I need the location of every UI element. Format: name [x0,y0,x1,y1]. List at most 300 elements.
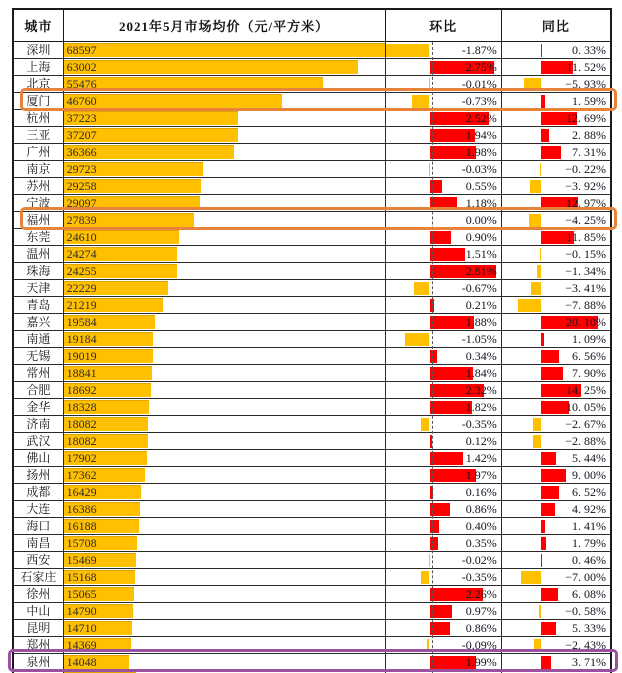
yoy-bar [537,265,541,278]
mom-cell [386,178,502,194]
table-row [14,229,610,246]
city-cell [14,535,64,551]
yoy-value: 10. 05% [565,400,606,414]
city-label: 上海 [26,60,51,74]
yoy-bar [521,571,541,584]
city-cell [14,433,64,449]
yoy-cell [502,331,610,347]
yoy-cell [502,484,610,500]
city-label: 福州 [26,213,51,227]
mom-value: 2.32% [465,383,497,397]
table-row [14,59,610,76]
mom-cell [386,93,502,109]
mom-bar [430,248,465,261]
yoy-value: −7. 00% [565,570,606,584]
mom-bar [405,333,430,346]
table-row [14,161,610,178]
table-row [14,93,610,110]
yoy-bar [541,367,563,380]
price-cell [64,110,386,126]
price-value: 36366 [66,145,97,159]
price-cell [64,450,386,466]
yoy-bar [529,214,541,227]
city-cell [14,127,64,143]
mom-value: -0.67% [461,281,497,295]
mom-cell [386,127,502,143]
price-cell [64,501,386,517]
table-row [14,76,610,93]
price-value: 29097 [66,196,97,210]
city-label: 泉州 [26,655,51,669]
table-row [14,42,610,59]
mom-cell [386,144,502,160]
price-bar [64,60,359,74]
price-cell [64,93,386,109]
yoy-value: 12. 69% [565,111,606,125]
yoy-cell [502,399,610,415]
yoy-value: −5. 93% [565,77,606,91]
yoy-cell [502,620,610,636]
yoy-cell [502,382,610,398]
price-value: 15708 [66,536,97,550]
city-cell [14,331,64,347]
price-value: 15168 [66,570,97,584]
yoy-bar [541,146,562,159]
table-row [14,654,610,671]
yoy-value: 0. 33% [571,43,606,57]
table-row [14,348,610,365]
city-label: 常州 [26,366,51,380]
yoy-value: 1. 79% [571,536,606,550]
mom-value: 2.52% [465,111,497,125]
mom-bar [430,486,434,499]
price-cell [64,603,386,619]
table-row [14,280,610,297]
yoy-bar [541,537,546,550]
yoy-value: −3. 41% [565,281,606,295]
yoy-cell [502,144,610,160]
price-cell [64,518,386,534]
city-label: 合肥 [26,383,51,397]
city-cell [14,110,64,126]
mom-value: 1.98% [465,145,497,159]
city-label: 青岛 [26,298,51,312]
table-row [14,467,610,484]
city-cell [14,246,64,262]
city-cell [14,518,64,534]
price-value: 17362 [66,468,97,482]
mom-value: 1.82% [465,400,497,414]
table-row [14,484,610,501]
city-label: 天津 [26,281,51,295]
mom-cell [386,637,502,653]
yoy-value: −2. 43% [565,638,606,652]
yoy-value: 14. 25% [565,383,606,397]
table-row [14,518,610,535]
price-cell [64,178,386,194]
price-value: 17902 [66,451,97,465]
yoy-bar [533,418,541,431]
yoy-value: 12. 97% [565,196,606,210]
yoy-bar [541,44,542,57]
table-row [14,637,610,654]
mom-cell [386,484,502,500]
city-cell [14,637,64,653]
mom-value: 1.99% [465,655,497,669]
mom-bar [430,197,458,210]
yoy-cell [502,127,610,143]
table-row [14,127,610,144]
price-value: 19184 [66,332,97,346]
mom-cell [386,620,502,636]
price-value: 19019 [66,349,97,363]
yoy-cell [502,76,610,92]
yoy-cell [502,450,610,466]
price-cell [64,637,386,653]
mom-cell [386,399,502,415]
price-value: 21219 [66,298,97,312]
mom-bar [430,605,453,618]
price-value: 68597 [66,43,97,57]
yoy-value: 4. 92% [571,502,606,516]
mom-value: 2.26% [465,587,497,601]
yoy-cell [502,348,610,364]
yoy-bar [541,95,546,108]
table-row [14,212,610,229]
price-cell [64,654,386,670]
price-value: 37207 [66,128,97,142]
city-cell [14,365,64,381]
yoy-cell [502,93,610,109]
city-cell [14,569,64,585]
mom-value: 0.40% [465,519,497,533]
table-row [14,569,610,586]
price-cell [64,535,386,551]
city-label: 郑州 [26,638,51,652]
price-cell [64,229,386,245]
price-value: 14710 [66,621,97,635]
price-value: 46760 [66,94,97,108]
price-cell [64,246,386,262]
table-row [14,178,610,195]
price-cell [64,195,386,211]
price-value: 14369 [66,638,97,652]
city-cell [14,229,64,245]
city-label: 西安 [26,553,51,567]
price-cell [64,331,386,347]
yoy-value: −3. 92% [565,179,606,193]
yoy-value: 6. 52% [571,485,606,499]
yoy-cell [502,246,610,262]
city-cell [14,280,64,296]
table-row [14,450,610,467]
city-label: 石家庄 [20,570,57,584]
table-row [14,501,610,518]
city-label: 南京 [26,162,51,176]
yoy-cell [502,110,610,126]
mom-cell [386,161,502,177]
yoy-value: −2. 88% [565,434,606,448]
price-cell [64,348,386,364]
yoy-cell [502,195,610,211]
table-row [14,382,610,399]
mom-cell [386,42,502,58]
mom-value: 0.16% [465,485,497,499]
mom-bar [430,520,439,533]
price-cell [64,484,386,500]
table-row [14,195,610,212]
mom-cell [386,518,502,534]
yoy-cell [502,178,610,194]
column-header-mom: 环比 [386,10,502,41]
yoy-value: 7. 90% [571,366,606,380]
table-row [14,263,610,280]
yoy-value: 6. 08% [571,587,606,601]
price-value: 37223 [66,111,97,125]
yoy-bar [541,588,558,601]
price-cell [64,382,386,398]
column-header-price: 2021年5月市场均价（元/平方米） [64,10,386,41]
yoy-bar [533,435,541,448]
price-value: 27839 [66,213,97,227]
table-row [14,535,610,552]
yoy-value: −0. 15% [565,247,606,261]
city-label: 东莞 [26,230,51,244]
city-label: 济南 [26,417,51,431]
yoy-bar [541,469,567,482]
city-cell [14,178,64,194]
price-value: 63002 [66,60,97,74]
mom-cell [386,280,502,296]
mom-cell [386,314,502,330]
table-row [14,297,610,314]
city-label: 宁波 [26,196,51,210]
city-label: 南昌 [26,536,51,550]
table-row [14,399,610,416]
city-label: 金华 [26,400,51,414]
price-cell [64,297,386,313]
city-cell [14,467,64,483]
price-value: 29258 [66,179,97,193]
mom-value: 0.86% [465,621,497,635]
city-label: 海口 [26,519,51,533]
price-value: 16429 [66,485,97,499]
yoy-bar [541,333,544,346]
mom-bar [430,231,451,244]
yoy-cell [502,535,610,551]
city-cell [14,93,64,109]
table-row [14,620,610,637]
price-cell [64,416,386,432]
price-value: 14790 [66,604,97,618]
city-label: 三亚 [26,128,51,142]
yoy-cell [502,433,610,449]
yoy-cell [502,552,610,568]
mom-cell [386,212,502,228]
yoy-value: −0. 58% [565,604,606,618]
mom-value: 0.55% [465,179,497,193]
city-cell [14,620,64,636]
yoy-cell [502,297,610,313]
yoy-value: −1. 34% [565,264,606,278]
yoy-cell [502,586,610,602]
mom-value: 2.75% [465,60,497,74]
yoy-bar [539,605,541,618]
price-bar [64,77,323,91]
yoy-cell [502,416,610,432]
mom-bar [421,571,429,584]
price-value: 22229 [66,281,97,295]
price-value: 18328 [66,400,97,414]
yoy-bar [540,248,541,261]
price-value: 16188 [66,519,97,533]
yoy-value: −4. 25% [565,213,606,227]
table-row [14,586,610,603]
yoy-cell [502,212,610,228]
mom-bar [427,639,429,652]
mom-value: -0.09% [461,638,497,652]
mom-value: 1.94% [465,128,497,142]
yoy-bar [531,282,541,295]
city-label: 南通 [26,332,51,346]
mom-value: 0.90% [465,230,497,244]
yoy-cell [502,501,610,517]
mom-cell [386,246,502,262]
city-cell [14,314,64,330]
yoy-bar [541,554,542,567]
mom-value: 0.35% [465,536,497,550]
mom-value: 1.42% [465,451,497,465]
yoy-bar [541,622,556,635]
city-label: 嘉兴 [26,315,51,329]
table-row [14,246,610,263]
yoy-value: −2. 67% [565,417,606,431]
mom-bar [430,537,438,550]
yoy-bar [534,639,541,652]
mom-bar [430,299,435,312]
table-row [14,144,610,161]
price-value: 24255 [66,264,97,278]
yoy-cell [502,518,610,534]
yoy-value: 3. 71% [571,655,606,669]
price-cell [64,280,386,296]
city-cell [14,450,64,466]
yoy-value: 2. 88% [571,128,606,142]
price-cell [64,399,386,415]
price-value: 55476 [66,77,97,91]
mom-value: 1.84% [465,366,497,380]
price-cell [64,620,386,636]
price-value: 18082 [66,417,97,431]
price-cell [64,467,386,483]
city-cell [14,297,64,313]
mom-cell [386,535,502,551]
price-cell [64,552,386,568]
price-cell [64,161,386,177]
yoy-value: 11. 85% [566,230,606,244]
mom-bar [430,180,443,193]
city-label: 温州 [26,247,51,261]
city-cell [14,501,64,517]
column-header-yoy: 同比 [541,19,570,34]
yoy-cell [502,467,610,483]
mom-cell [386,229,502,245]
city-label: 佛山 [26,451,51,465]
yoy-bar [541,452,556,465]
mom-cell [386,76,502,92]
yoy-cell [502,280,610,296]
mom-value: 2.81% [465,264,497,278]
city-label: 深圳 [26,43,51,57]
price-value: 19584 [66,315,97,329]
price-cell [64,144,386,160]
table-body [14,42,610,673]
yoy-cell [502,314,610,330]
table-row [14,603,610,620]
yoy-cell [502,59,610,75]
table-header-row [14,10,610,42]
mom-cell [386,569,502,585]
yoy-cell [502,42,610,58]
yoy-value: 11. 52% [566,60,606,74]
mom-cell [386,263,502,279]
yoy-value: 9. 00% [571,468,606,482]
city-label: 无锡 [26,349,51,363]
price-value: 24274 [66,247,97,261]
price-value: 14048 [66,655,97,669]
price-cell [64,365,386,381]
city-cell [14,654,64,670]
price-value: 18692 [66,383,97,397]
city-label: 昆明 [26,621,51,635]
city-label: 珠海 [26,264,51,278]
city-label: 徐州 [26,587,51,601]
city-label: 北京 [26,77,51,91]
mom-cell [386,348,502,364]
city-label: 成都 [26,485,51,499]
city-label: 扬州 [26,468,51,482]
city-label: 中山 [26,604,51,618]
mom-bar [430,435,433,448]
mom-bar [430,503,450,516]
yoy-value: 1. 59% [571,94,606,108]
mom-value: -0.35% [461,570,497,584]
mom-value: 0.12% [465,434,497,448]
mom-cell [386,195,502,211]
mom-cell [386,552,502,568]
table-row [14,110,610,127]
yoy-value: 5. 44% [571,451,606,465]
yoy-cell [502,161,610,177]
price-value: 15065 [66,587,97,601]
mom-bar [430,452,463,465]
price-cell [64,76,386,92]
mom-value: 1.51% [465,247,497,261]
mom-value: -1.87% [461,43,497,57]
city-cell [14,195,64,211]
yoy-bar [541,656,552,669]
mom-value: -1.05% [461,332,497,346]
column-header-city: 城市 [14,10,64,41]
mom-cell [386,110,502,126]
price-value: 24610 [66,230,97,244]
mom-cell [386,331,502,347]
mom-value: -0.73% [461,94,497,108]
mom-value: 0.86% [465,502,497,516]
city-label: 武汉 [26,434,51,448]
city-cell [14,416,64,432]
mom-value: -0.01% [461,77,497,91]
